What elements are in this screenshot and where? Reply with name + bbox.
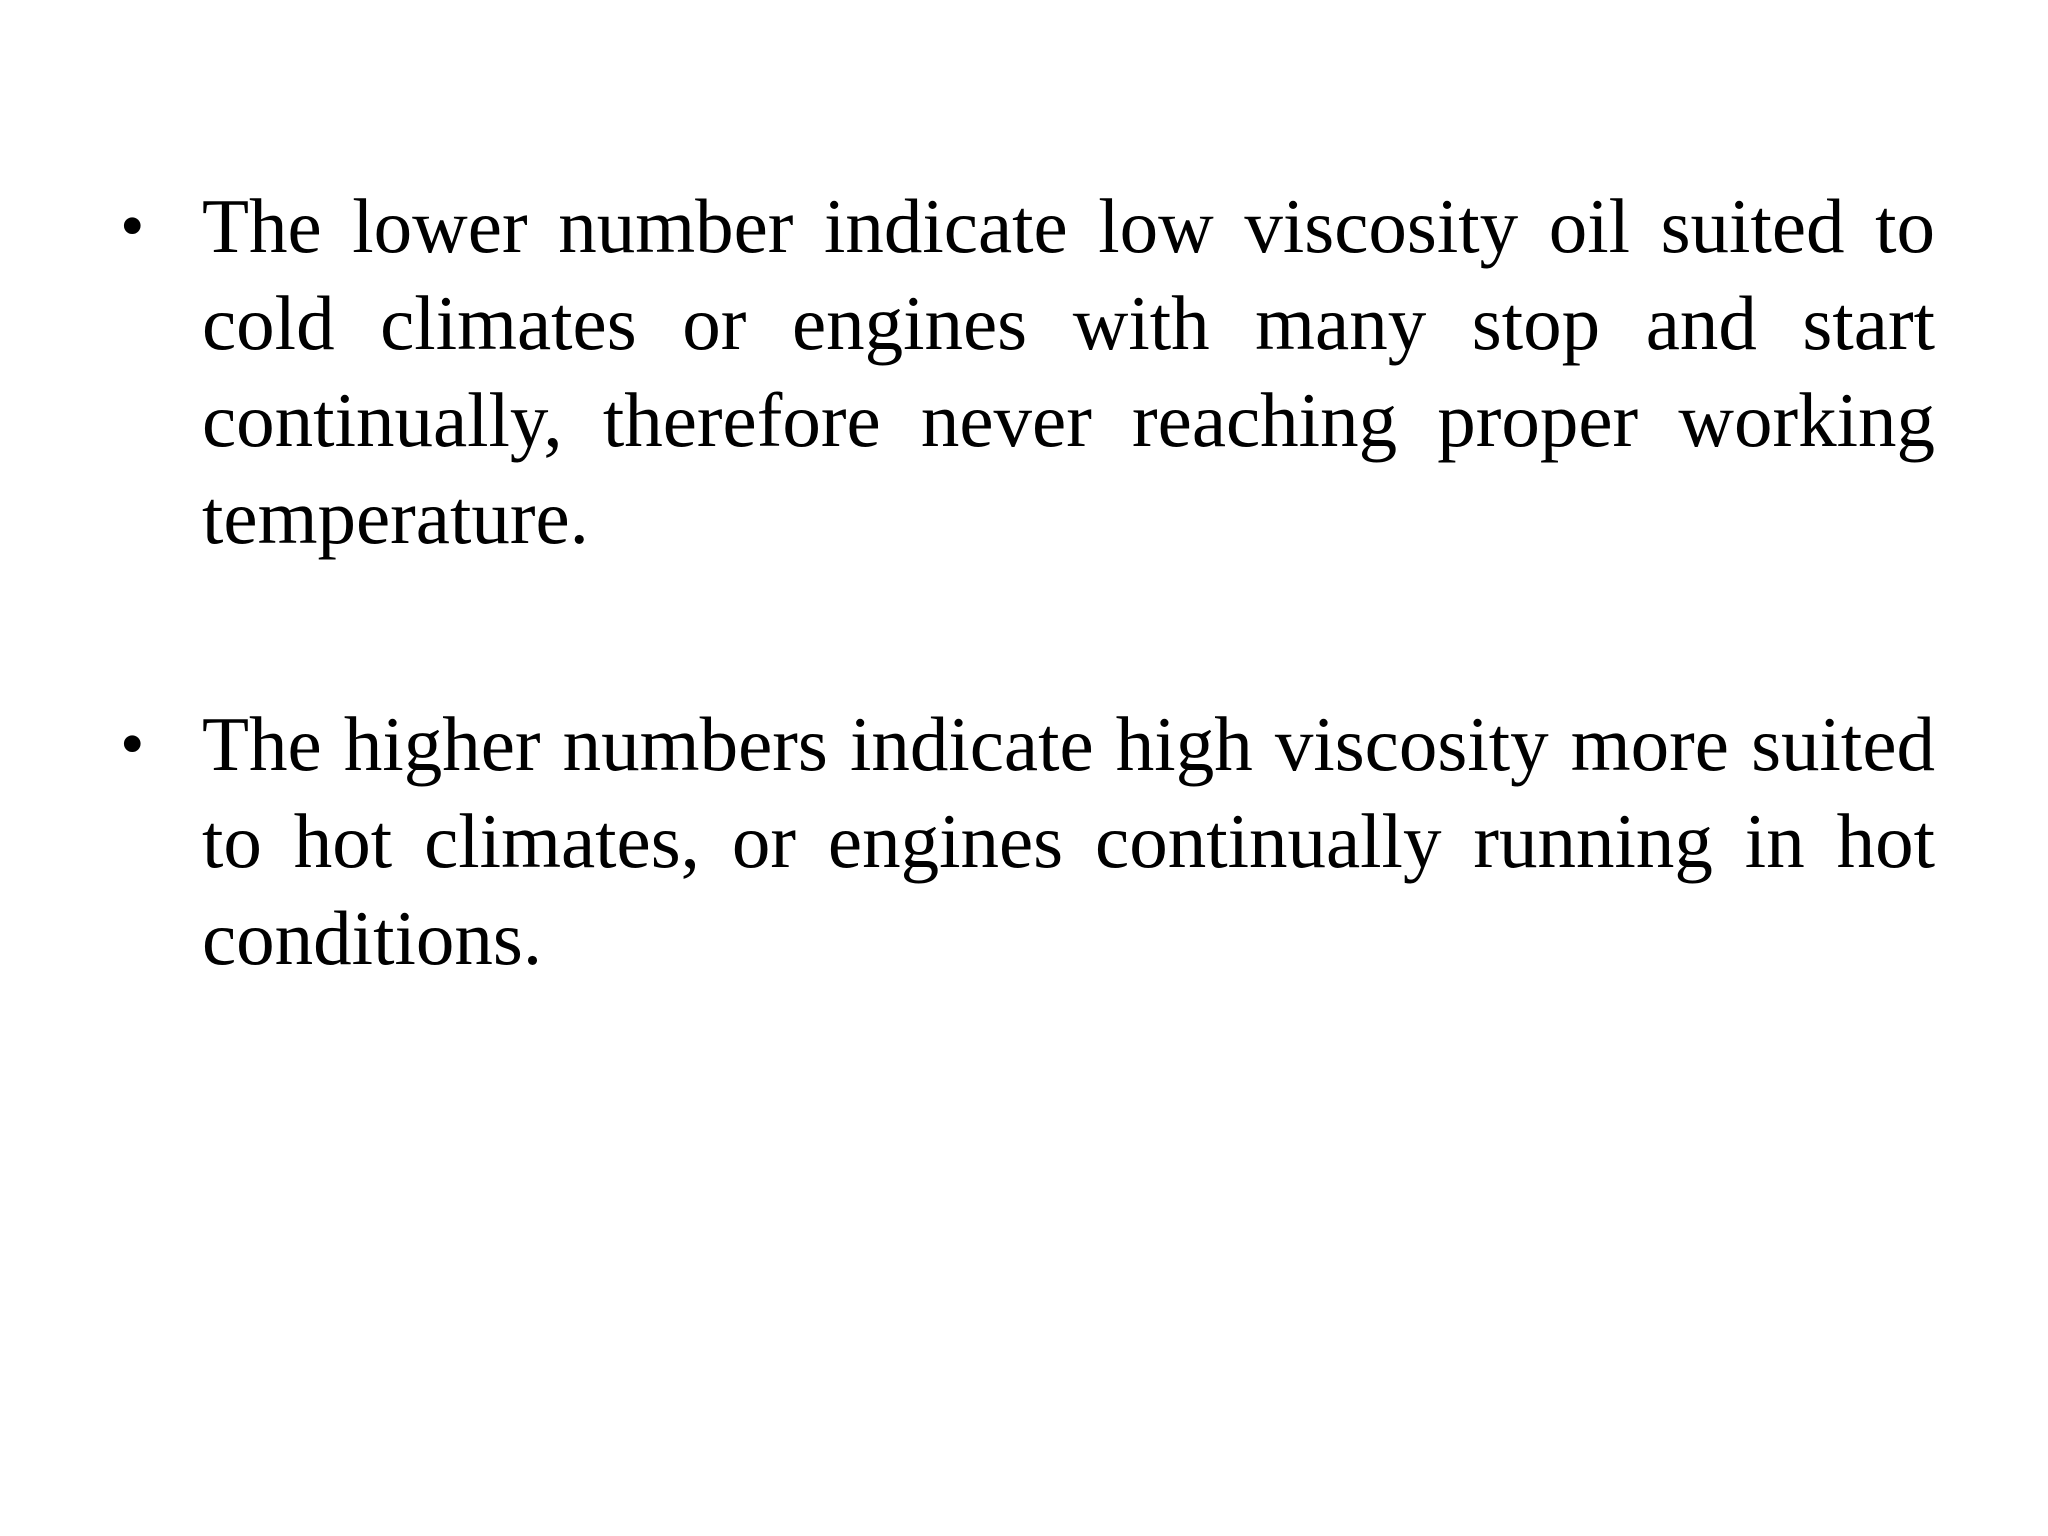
bullet-item-low-viscosity xyxy=(120,178,1935,566)
bullet-list xyxy=(120,178,1935,987)
bullet-item-high-viscosity xyxy=(120,696,1935,987)
bullet-text: The higher numbers indicate high viscosity more suited to hot climates, or engines continually running in hot conditions. xyxy=(202,701,1935,981)
bullet-marker: • xyxy=(120,188,145,265)
bullet-marker: • xyxy=(120,706,145,783)
bullet-text: The lower number indicate low viscosity oil suited to cold climates or engines with many stop and start continually, therefore never reaching proper working temperature. xyxy=(202,183,1935,560)
